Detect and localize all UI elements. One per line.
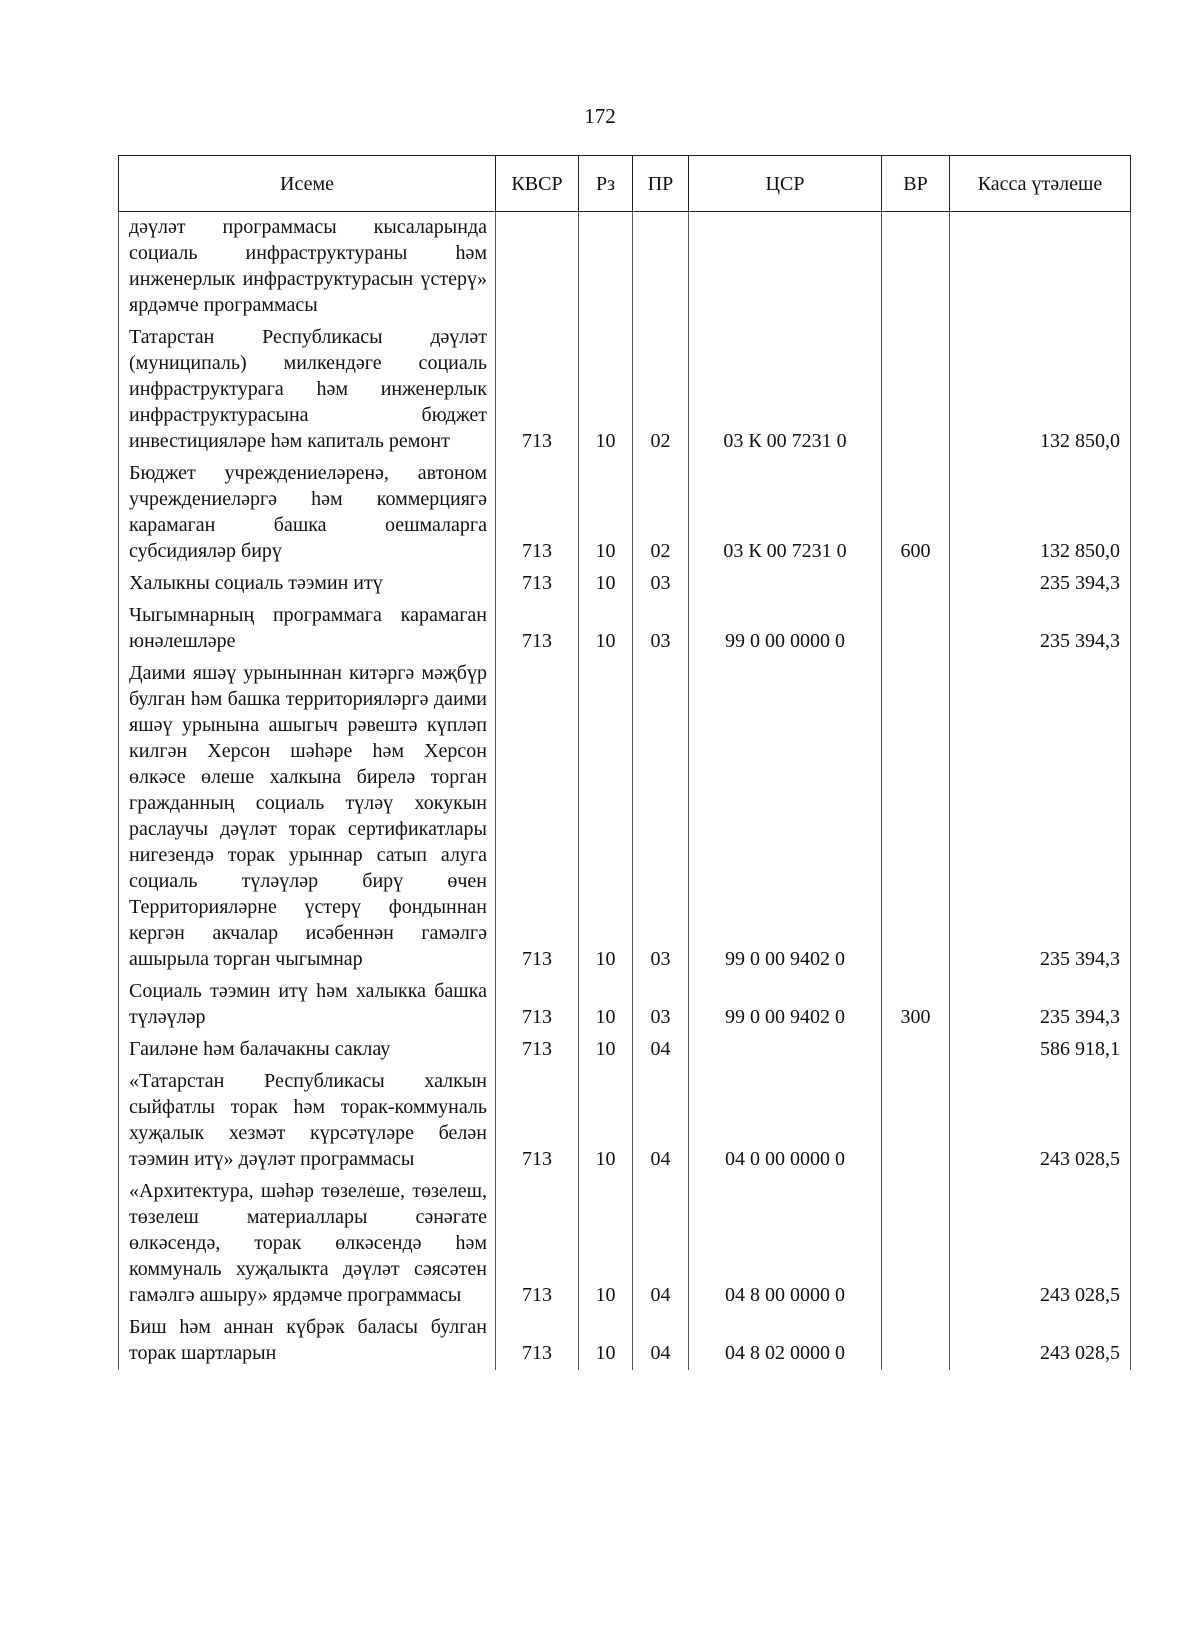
row-csr: 99 0 00 9402 0 (689, 976, 882, 1034)
row-sum: 235 394,3 (950, 600, 1131, 658)
row-rz: 10 (579, 1066, 633, 1176)
row-kvsr: 713 (496, 458, 579, 568)
row-sum: 243 028,5 (950, 1066, 1131, 1176)
row-csr: 04 0 00 0000 0 (689, 1066, 882, 1176)
row-sum: 586 918,1 (950, 1034, 1131, 1066)
row-pr: 03 (633, 976, 689, 1034)
row-vr (882, 322, 950, 458)
row-csr (689, 212, 882, 323)
row-name: «Архитектура, шәһәр төзелеше, төзелеш, төзелеш материаллары сәнәгате өлкәсендә, торак өлкәсендә һәм коммуналь хуҗалыкта дәүләт сәясәтен гамәлгә ашыру» ярдәмче программасы (119, 1176, 496, 1312)
row-vr (882, 212, 950, 323)
row-name: Татарстан Республикасы дәүләт (муниципаль) милкендәге социаль инфраструктурага һәм инженерлык инфраструктурасына бюджет инвестицияләре һәм капиталь ремонт (119, 322, 496, 458)
row-sum: 243 028,5 (950, 1176, 1131, 1312)
row-csr (689, 1034, 882, 1066)
row-pr: 03 (633, 600, 689, 658)
row-pr: 04 (633, 1034, 689, 1066)
row-rz (579, 212, 633, 323)
row-kvsr: 713 (496, 658, 579, 976)
table-row (119, 322, 1131, 458)
row-vr (882, 658, 950, 976)
row-vr (882, 568, 950, 600)
row-pr: 03 (633, 658, 689, 976)
row-name: Халыкны социаль тәэмин итү (119, 568, 496, 600)
row-name: Чыгымнарның программага карамаган юнәлешләре (119, 600, 496, 658)
table-row (119, 212, 1131, 323)
row-name: Даими яшәү урыныннан китәргә мәҗбүр булган һәм башка территорияләргә даими яшәү урынына ашыгыч рәвештә күпләп килгән Херсон шәһәре һәм Херсон өлкәсе өлеше халкына бирелә торган гражданның социаль түләү хокукын раслаучы дәүләт торак сертификатлары нигезендә торак урыннар сатып алуга социаль түләүләр бирү өчен Территорияләрне үстерү фондыннан кергән акчалар исәбеннән гамәлгә ашырыла торган чыгымнар (119, 658, 496, 976)
table-row (119, 1066, 1131, 1176)
row-sum: 132 850,0 (950, 458, 1131, 568)
row-sum: 235 394,3 (950, 568, 1131, 600)
header-vr: ВР (882, 156, 950, 212)
header-kassa: Касса үтәлеше (950, 156, 1131, 212)
row-name: Гаиләне һәм балачакны саклау (119, 1034, 496, 1066)
row-csr (689, 568, 882, 600)
row-rz: 10 (579, 658, 633, 976)
table-row (119, 976, 1131, 1034)
row-kvsr: 713 (496, 600, 579, 658)
table-row (119, 1034, 1131, 1066)
table-row (119, 1176, 1131, 1312)
header-name: Исеме (119, 156, 496, 212)
row-name: Бюджет учреждениеләренә, автоном учреждениеләргә һәм коммерциягә карамаган башка оешмаларга субсидияләр бирү (119, 458, 496, 568)
row-csr: 03 К 00 7231 0 (689, 322, 882, 458)
table-row (119, 458, 1131, 568)
row-name: дәүләт программасы кысаларында социаль инфраструктураны һәм инженерлык инфраструктурасын үстерү» ярдәмче программасы (119, 212, 496, 323)
row-sum (950, 212, 1131, 323)
row-pr: 02 (633, 322, 689, 458)
page-number: 172 (584, 104, 616, 128)
row-vr (882, 1176, 950, 1312)
row-sum: 235 394,3 (950, 976, 1131, 1034)
row-rz: 10 (579, 1312, 633, 1370)
row-name: «Татарстан Республикасы халкын сыйфатлы торак һәм торак-коммуналь хуҗалык хезмәт күрсәтүләре белән тәэмин итү» дәүләт программасы (119, 1066, 496, 1176)
row-pr (633, 212, 689, 323)
table-header-row (119, 156, 1131, 212)
row-vr (882, 1034, 950, 1066)
row-pr: 04 (633, 1312, 689, 1370)
row-pr: 04 (633, 1176, 689, 1312)
row-kvsr: 713 (496, 1066, 579, 1176)
row-csr: 03 К 00 7231 0 (689, 458, 882, 568)
header-csr: ЦСР (689, 156, 882, 212)
header-rz: Рз (579, 156, 633, 212)
row-kvsr: 713 (496, 976, 579, 1034)
row-csr: 99 0 00 0000 0 (689, 600, 882, 658)
row-sum: 243 028,5 (950, 1312, 1131, 1370)
row-vr (882, 600, 950, 658)
row-vr (882, 1312, 950, 1370)
row-csr: 99 0 00 9402 0 (689, 658, 882, 976)
row-rz: 10 (579, 1034, 633, 1066)
header-kvsr: КВСР (496, 156, 579, 212)
row-csr: 04 8 00 0000 0 (689, 1176, 882, 1312)
budget-table (118, 155, 1131, 1370)
row-rz: 10 (579, 976, 633, 1034)
row-kvsr: 713 (496, 568, 579, 600)
row-sum: 132 850,0 (950, 322, 1131, 458)
row-pr: 04 (633, 1066, 689, 1176)
table-row (119, 600, 1131, 658)
row-vr (882, 1066, 950, 1176)
row-vr: 300 (882, 976, 950, 1034)
row-kvsr: 713 (496, 1312, 579, 1370)
row-csr: 04 8 02 0000 0 (689, 1312, 882, 1370)
row-rz: 10 (579, 1176, 633, 1312)
row-rz: 10 (579, 568, 633, 600)
row-name: Биш һәм аннан күбрәк баласы булган торак шартларын (119, 1312, 496, 1370)
table-row (119, 568, 1131, 600)
table-row (119, 658, 1131, 976)
table-row (119, 1312, 1131, 1370)
row-kvsr: 713 (496, 1034, 579, 1066)
row-kvsr: 713 (496, 1176, 579, 1312)
row-rz: 10 (579, 458, 633, 568)
row-kvsr: 713 (496, 322, 579, 458)
row-pr: 02 (633, 458, 689, 568)
row-vr: 600 (882, 458, 950, 568)
row-kvsr (496, 212, 579, 323)
row-rz: 10 (579, 600, 633, 658)
row-sum: 235 394,3 (950, 658, 1131, 976)
row-pr: 03 (633, 568, 689, 600)
row-rz: 10 (579, 322, 633, 458)
row-name: Социаль тәэмин итү һәм халыкка башка түләүләр (119, 976, 496, 1034)
header-pr: ПР (633, 156, 689, 212)
